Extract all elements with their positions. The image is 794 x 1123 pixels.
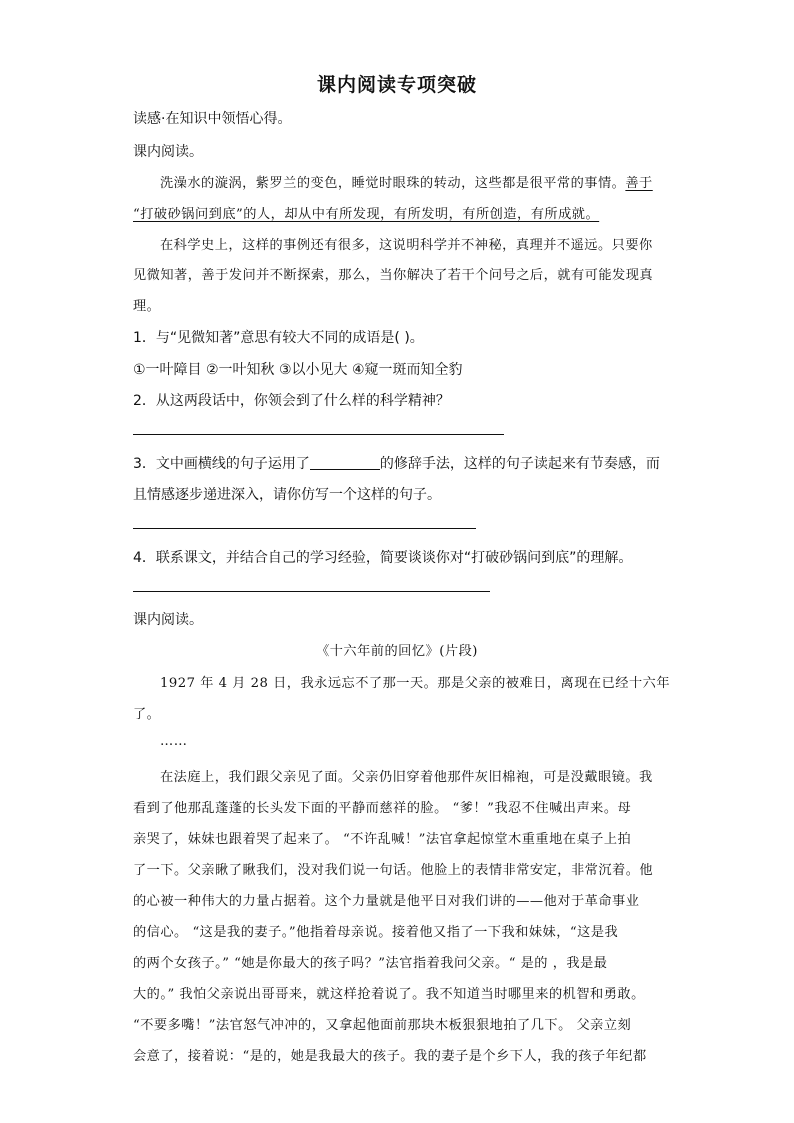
question-3	[133, 453, 660, 473]
fill-blank-q3[interactable]	[310, 455, 380, 470]
passage3-line: 了。	[133, 707, 161, 722]
question-3-text-a: 3．文中画横线的句子运用了	[133, 456, 310, 472]
section1-label: 课内阅读。	[133, 144, 203, 160]
answer-line-q3[interactable]	[133, 528, 476, 529]
question-3-text-b: 的修辞手法，这样的句子读起来有节奏感，而	[379, 456, 660, 472]
question-4: 4．联系课文，并结合自己的学习经验，简要谈谈你对“打破砂锅问到底”的理解。	[133, 550, 633, 566]
passage3-line: 大的。” 我怕父亲说出哥哥来，就这样抢着说了。我不知道当时哪里来的机智和勇敢。	[133, 987, 645, 1002]
passage3-line: 看到了他那乱蓬蓬的长头发下面的平静而慈祥的脸。 “爹！”我忍不住喊出声来。母	[133, 801, 632, 816]
passage2-line2: 见微知著，善于发问并不断探索，那么，当你解决了若干个问号之后，就有可能发现真	[133, 268, 654, 283]
question-1: 1．与“见微知著”意思有较大不同的成语是( )。	[133, 330, 424, 346]
answer-line-q2[interactable]	[133, 434, 504, 435]
passage2-line3: 理。	[133, 299, 161, 314]
underlined-sentence-end: “打破砂锅问到底”的人，却从中有所发现，有所发明，有所创造，有所成就。	[133, 207, 600, 222]
passage-subtitle: 《十六年前的回忆》(片段)	[316, 644, 478, 659]
passage3-line: “不要多嘴！”法官怒气冲冲的，又拿起他面前那块木板狠狠地拍了几下。 父亲立刻	[133, 1018, 632, 1033]
passage2-line1: 在科学史上，这样的事例还有很多，这说明科学并不神秘，真理并不遥远。只要你	[160, 238, 653, 253]
question-2: 2．从这两段话中，你领会到了什么样的科学精神？	[133, 393, 450, 409]
passage3-line: 会意了，接着说：“是的，她是我最大的孩子。我的妻子是个乡下人，我的孩子年纪都	[133, 1049, 647, 1064]
passage3-line: 在法庭上，我们跟父亲见了面。父亲仍旧穿着他那件灰旧棉袍，可是没戴眼镜。我	[160, 770, 653, 785]
passage1-line1-text: 洗澡水的漩涡，紫罗兰的变色，睡觉时眼珠的转动，这些都是很平常的事情。	[160, 176, 626, 191]
passage3-line: 的心被一种伟大的力量占据着。这个力量就是他平日对我们讲的——他对于革命事业	[133, 894, 640, 909]
page-title: 课内阅读专项突破	[316, 74, 477, 96]
ellipsis: ……	[160, 734, 188, 749]
answer-line-q4[interactable]	[133, 591, 490, 592]
question-1-options: ①一叶障目 ②一叶知秋 ③以小见大 ④窥一斑而知全豹	[133, 362, 463, 378]
section2-label: 课内阅读。	[133, 612, 203, 628]
question-3-line2: 且情感逐步递进深入，请你仿写一个这样的句子。	[133, 487, 441, 503]
passage3-line: 的信心。 “这是我的妻子。”他指着母亲说。接着他又指了一下我和妹妹，“这是我	[133, 925, 619, 940]
passage3-line: 的两个女孩子。” “她是你最大的孩子吗？”法官指着我问父亲。“ 是的 ，我是最	[133, 956, 608, 971]
passage3-line: 了一下。父亲瞅了瞅我们，没对我们说一句话。他脸上的表情非常安定，非常沉着。他	[133, 863, 654, 878]
passage1-line1	[160, 172, 653, 191]
passage3-line: 1927 年 4 月 28 日，我永远忘不了那一天。那是父亲的被难日，离现在已经十六年	[160, 676, 671, 691]
intro-text: 读感·在知识中领悟心得。	[133, 111, 292, 127]
underlined-sentence-start: 善于	[625, 176, 653, 191]
passage3-line: 亲哭了，妹妹也跟着哭了起来了。 “不许乱喊！”法官拿起惊堂木重重地在桌子上拍	[133, 832, 632, 847]
